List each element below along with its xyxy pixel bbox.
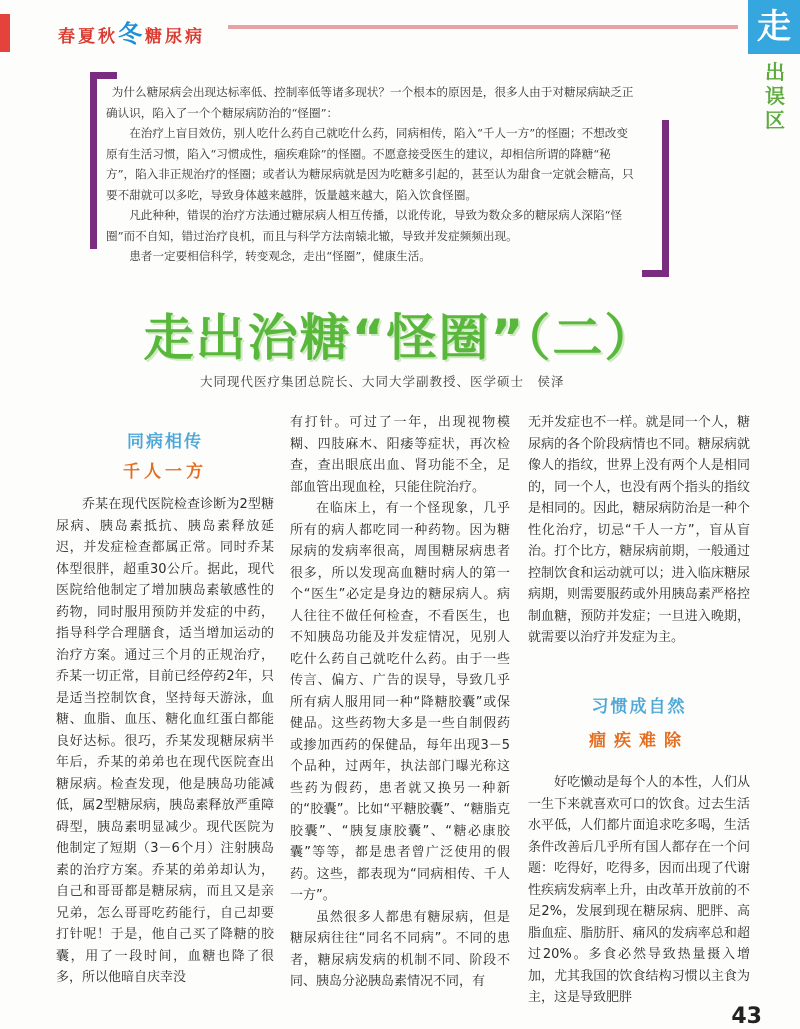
column-3-bottom [528, 772, 750, 1009]
body-paragraph: 有打针。可过了一年，出现视物模糊、四肢麻木、阳痿等症状，再次检查，查出眼底出血、肾功能不全，足部血管出现血栓，只能住院治疗。 [290, 415, 510, 495]
intro-box [106, 82, 636, 267]
intro-paragraph: 患者一定要相信科学，转变观念，走出“怪圈”，健康生活。 [129, 249, 431, 263]
intro-paragraph: 为什么糖尿病会出现达标率低、控制率低等诸多现状？一个根本的原因是，很多人由于对糖尿病缺乏正确认识，陷入了一个个糖尿病防治的“怪圈”： [106, 85, 634, 120]
section-tab-vertical: 出误区 [765, 60, 785, 132]
intro-bracket-bottom-right [642, 120, 669, 277]
author-byline: 大同现代医疗集团总院长、大同大学副教授、医学硕士 侯泽 [200, 374, 565, 389]
section2-heading-line1: 习惯成自然 [591, 697, 687, 717]
body-paragraph: 乔某在现代医院检查诊断为2型糖尿病、胰岛素抵抗、胰岛素释放延迟，并发症检查都属正常。同时乔某体型很胖，超重30公斤。据此，现代医院给他制定了增加胰岛素敏感性的药物，同时服用预防并发症的中药，指导科学合理膳食，适当增加运动的治疗方案。通过三个月的正规治疗，乔某一切正常，目前已经停药2年，只是适当控制饮食，坚持每天游泳，血糖、血脂、血压、糖化血红蛋白都能良好达标。很巧，乔某发现糖尿病半年后，乔某的弟弟也在现代医院查出糖尿病。检查发现，他是胰岛功能减低，属2型糖尿病，胰岛素释放严重障碍型，胰岛素明显减少。现代医院为他制定了短期（3－6个月）注射胰岛素的治疗方案。乔某的弟弟却认为，自己和哥哥都是糖尿病，而且又是亲兄弟，怎么哥哥吃药能行，自己却要打针呢！于是，他自己买了降糖的胶囊，用了一段时间，血糖也降了很多，所以他暗自庆幸没 [56, 497, 274, 985]
header-rule [228, 25, 738, 29]
body-paragraph: 好吃懒动是每个人的本性，人们从一生下来就喜欢可口的饮食。过去生活水平低，人们都片面追求吃多喝，生活条件改善后几乎所有国人都存在一个问题：吃得好，吃得多，因而出现了代谢性疾病发病率上升，由改革开放前的不足2%，发展到现在糖尿病、肥胖、高脂血症、脂肪肝、痛风的发病率总和超过20%。多食必然导致热量摄入增加，尤其我国的饮食结构习惯以主食为主，这是导致肥胖 [528, 775, 750, 1005]
article-title: 走出治糖“怪圈”（二） [143, 309, 657, 367]
header-series-title [58, 14, 205, 49]
body-paragraph: 在临床上，有一个怪现象，几乎所有的病人都吃同一种药物。因为糖尿病的发病率很高，周围糖尿病患者很多，所以发现高血糖时病人的第一个“医生”必定是身边的糖尿病人。病人往往不做任何检查，不看医生，也不知胰岛功能及并发症情况，见别人吃什么药自己就吃什么药。由于一些传言、偏方、广告的误导，导致几乎所有病人服用同一种“降糖胶囊”或保健品。这些药物大多是一些自制假药或掺加西药的保健品，每年出现3－5个品种，过两年，执法部门曝光称这些药为假药，患者就又换另一种新的“胶囊”。比如“平糖胶囊”、“糖脂克胶囊”、“胰复康胶囊”、“糖必康胶囊”等等，都是患者曾广泛使用的假药。这些，都表现为“同病相传、千人一方”。 [290, 501, 510, 903]
header-title-part3: 糖尿病 [145, 27, 205, 47]
section-tab: 走 [748, 0, 800, 54]
body-paragraph: 虽然很多人都患有糖尿病，但是糖尿病往往“同名不同病”。不同的患者，糖尿病发病的机制不同、阶段不同、胰岛分泌胰岛素情况不同，有 [290, 909, 510, 989]
section2-heading-line2: 痼疾难除 [589, 731, 689, 751]
column-2 [290, 412, 510, 993]
column-3-top [528, 412, 750, 649]
header-title-part2: 冬 [118, 19, 145, 48]
body-paragraph: 无并发症也不一样。就是同一个人，糖尿病的各个阶段病情也不同。糖尿病就像人的指纹，世界上没有两个人是相同的，同一个人，也没有两个指头的指纹是相同的。因此，糖尿病防治是一种个性化治疗，切忌“千人一方”，盲从盲治。打个比方，糖尿病前期，一般通过控制饮食和运动就可以；进入临床糖尿病期，则需要服药或外用胰岛素严格控制血糖，预防并发症；一旦进入晚期，就需要以治疗并发症为主。 [528, 415, 750, 645]
section1-heading-line1: 同病相传 [127, 432, 203, 452]
section1-heading-line2: 千人一方 [123, 462, 207, 482]
header-left-block [0, 14, 10, 52]
header-title-part1: 春夏秋 [58, 27, 118, 47]
intro-paragraph: 凡此种种，错误的治疗方法通过糖尿病人相互传播，以讹传讹，导致为数众多的糖尿病人深陷“怪圈”而不自知，错过治疗良机，而且与科学方法南辕北辙，导致并发症频频出现。 [106, 208, 623, 243]
page-number: 43 [731, 1004, 762, 1029]
column-1 [56, 494, 274, 989]
intro-paragraph: 在治疗上盲目效仿，别人吃什么药自己就吃什么药，同病相传，陷入“千人一方”的怪圈；不想改变原有生活习惯，陷入“习惯成性，痼疾难除”的怪圈。不愿意接受医生的建议，却相信所谓的降糖“秘方”，陷入非正规治疗的怪圈；或者认为糖尿病就是因为吃糖多引起的，甚至认为甜食一定就会糖高，只要不甜就可以多吃，导致身体越来越胖，饭量越来越大，陷入饮食怪圈。 [106, 126, 634, 202]
